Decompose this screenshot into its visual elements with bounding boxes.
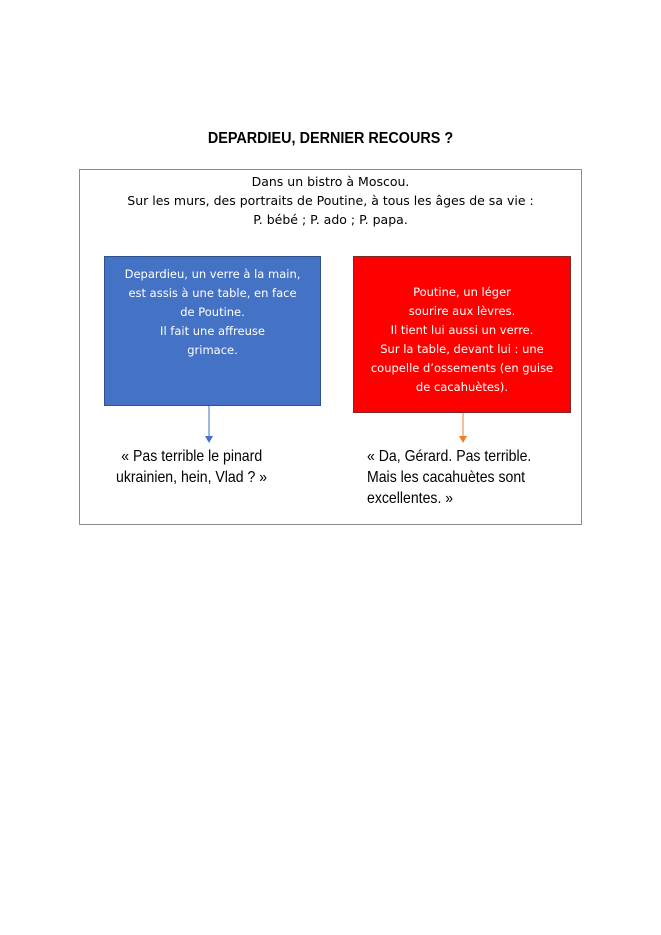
poutine-box-line: sourire aux lèvres. — [408, 304, 516, 318]
depardieu-box-line: grimace. — [187, 343, 238, 357]
poutine-box — [353, 256, 571, 413]
poutine-box-line: Sur la table, devant lui : une — [380, 342, 544, 356]
poutine-box-line: de cacahuètes). — [415, 380, 509, 394]
poutine-box-line: Poutine, un léger — [413, 285, 511, 299]
intro-line: P. bébé ; P. ado ; P. papa. — [253, 212, 408, 227]
poutine-quote-line: Mais les cacahuètes sont — [367, 469, 526, 486]
depardieu-box-line: Depardieu, un verre à la main, — [124, 267, 301, 281]
intro-line: Sur les murs, des portraits de Poutine, à tous les âges de sa vie : — [127, 193, 534, 208]
poutine-box-line: coupelle d’ossements (en guise — [370, 361, 554, 375]
depardieu-box-line: Il fait une affreuse — [160, 324, 265, 338]
left-arrow — [203, 406, 215, 444]
scene-description — [0, 172, 661, 229]
right-arrow — [457, 413, 469, 444]
depardieu-quote-line: « Pas terrible le pinard — [121, 448, 263, 465]
poutine-quote — [367, 446, 531, 509]
depardieu-box-line: de Poutine. — [180, 305, 245, 319]
poutine-quote-line: excellentes. » — [367, 490, 454, 507]
poutine-quote-line: « Da, Gérard. Pas terrible. — [367, 448, 532, 465]
poutine-box-line: Il tient lui aussi un verre. — [390, 323, 534, 337]
intro-line: Dans un bistro à Moscou. — [251, 174, 410, 189]
page-title: DEPARDIEU, DERNIER RECOURS ? — [207, 130, 454, 147]
depardieu-quote — [116, 446, 267, 488]
depardieu-quote-line: ukrainien, hein, Vlad ? » — [116, 469, 268, 486]
depardieu-box — [104, 256, 321, 406]
depardieu-box-line: est assis à une table, en face — [128, 286, 297, 300]
